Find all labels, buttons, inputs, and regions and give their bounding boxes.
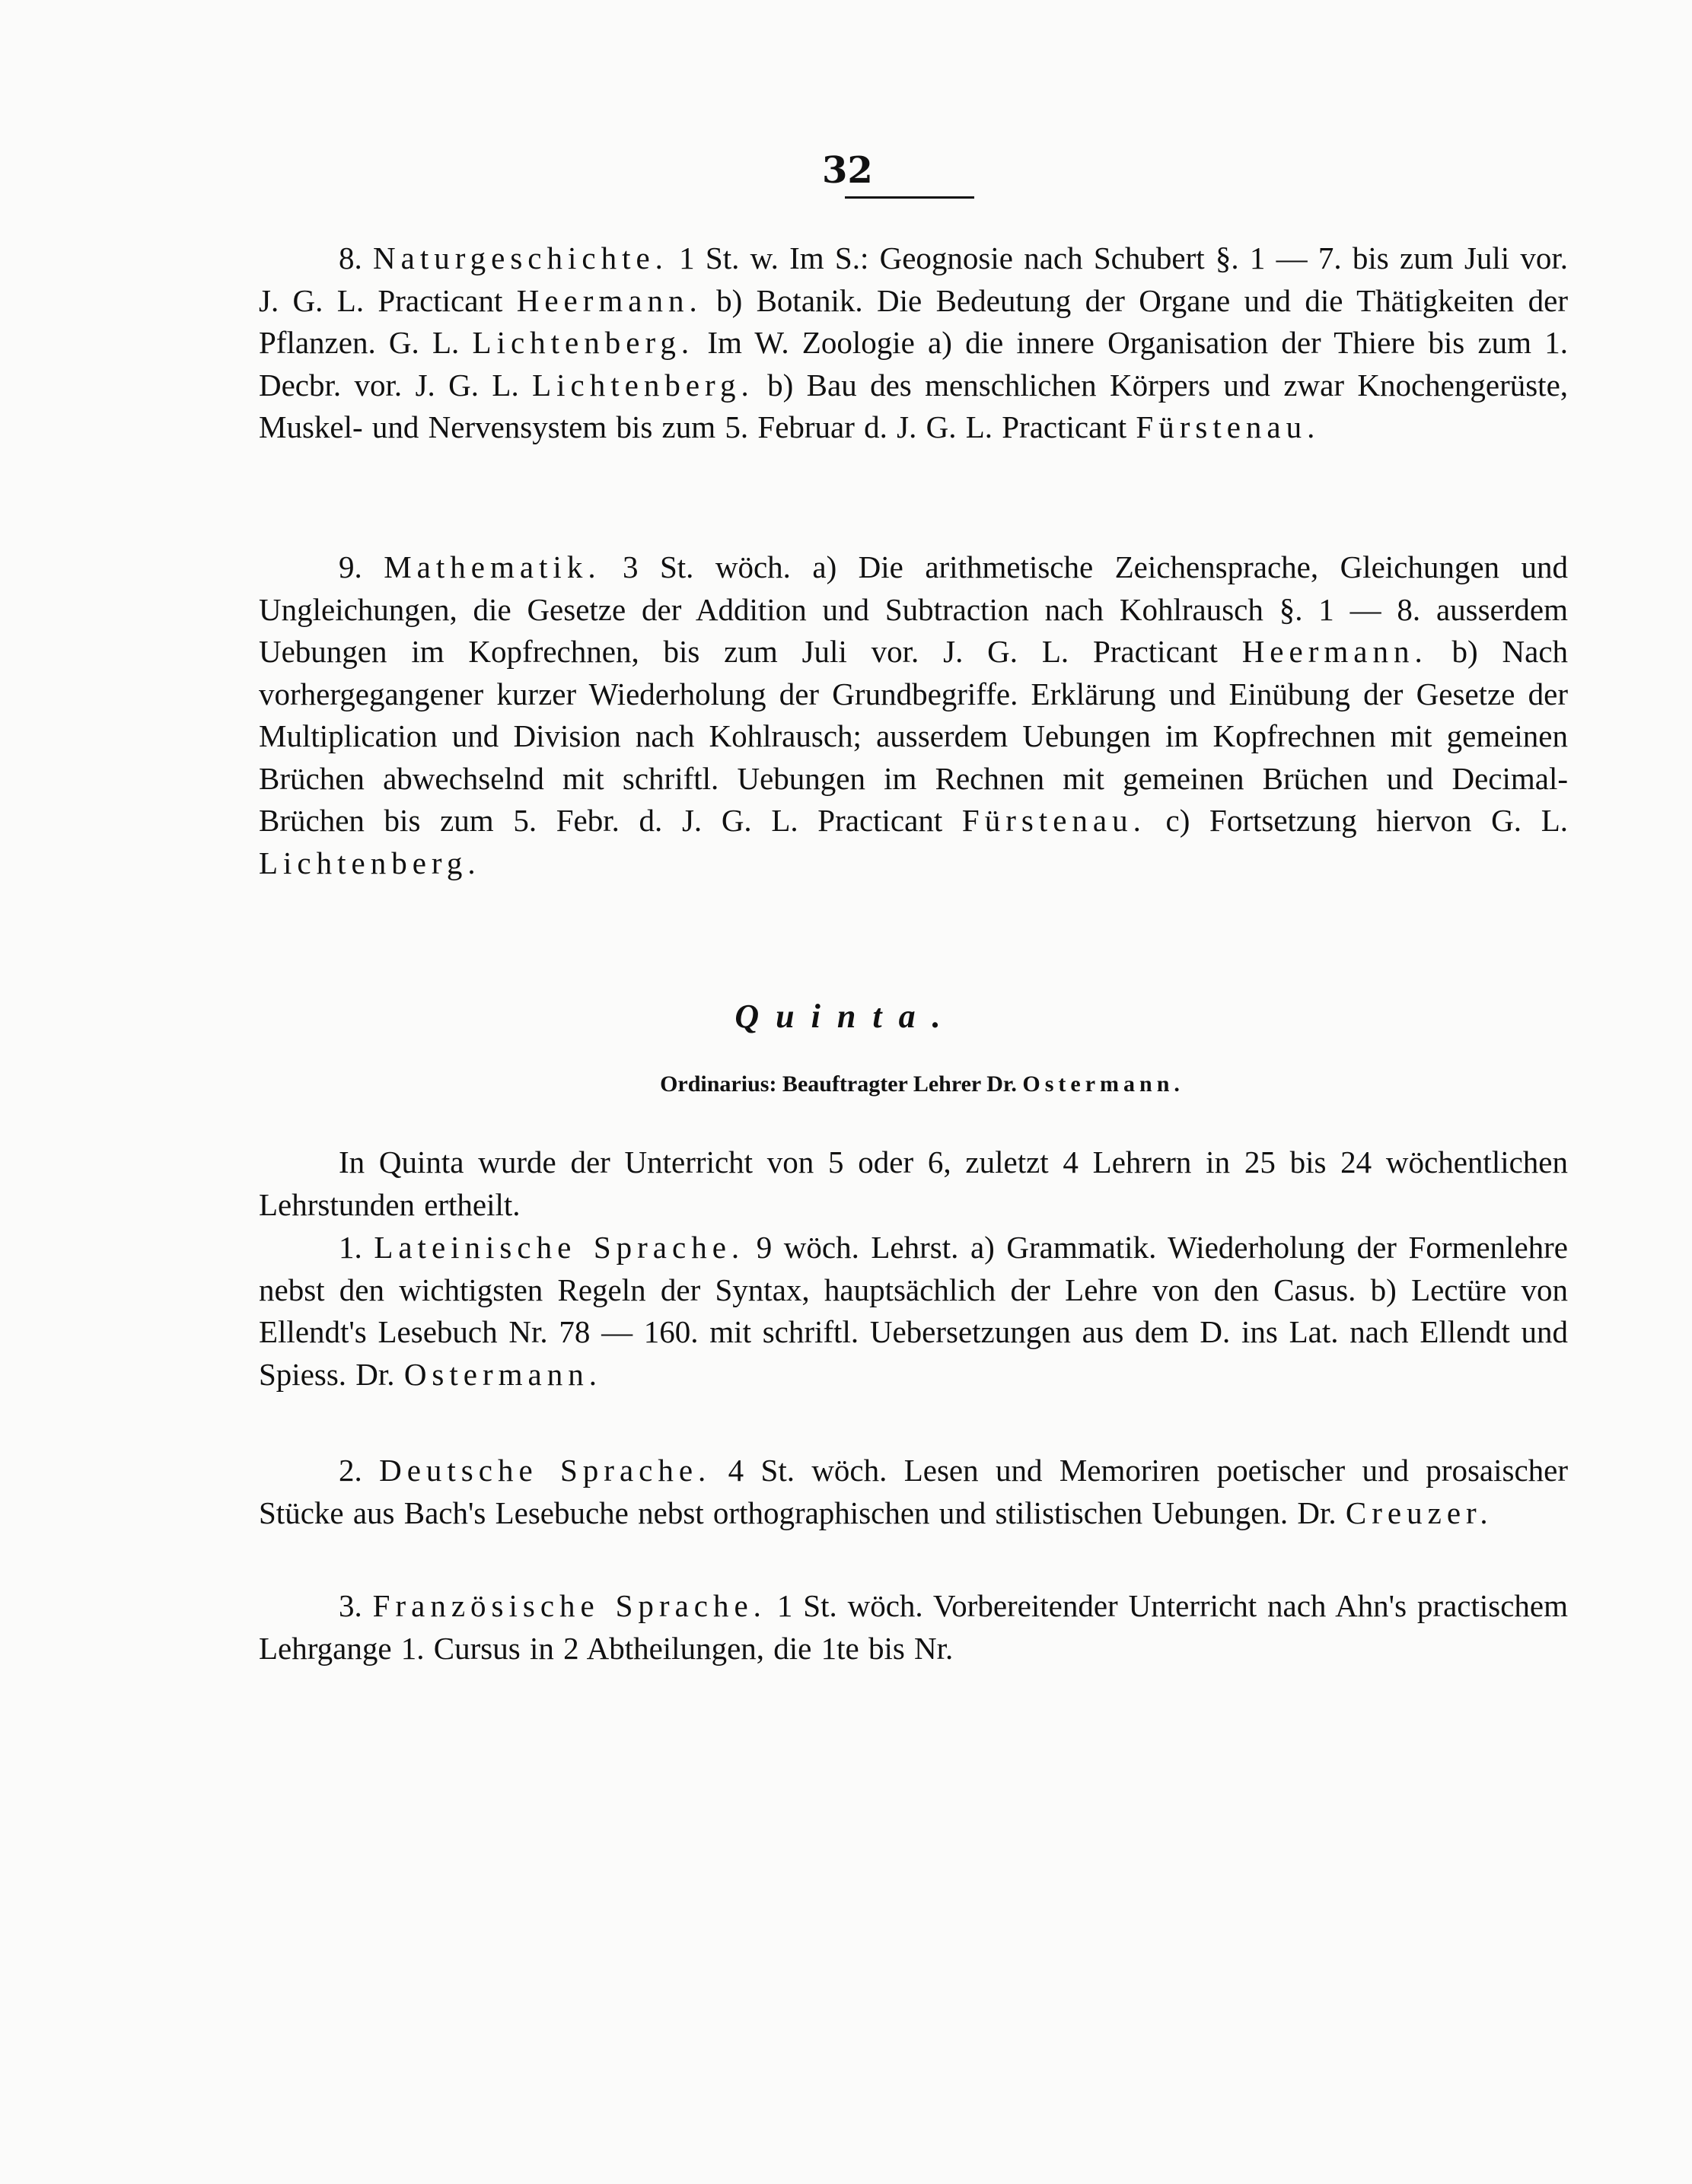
paragraph-naturgeschichte [259,237,1568,449]
section-text: 3 St. wöch. a) Die arithmetische Zeichensprache, Gleichungen und Ungleichungen, die Gesetze der Addition und Subtraction nach Kohlrausch §. 1 — 8. ausserdem Uebungen im Kopfrechnen, bis zum Juli vor. J. G. L. Practicant [259,549,1569,669]
teacher-name: Lichtenberg. [472,325,695,360]
ordinarius-label: Ordinarius: Beauftragter Lehrer Dr. [660,1071,1017,1097]
paragraph-mathematik [259,546,1568,884]
ordinarius-line [0,1071,1692,1097]
section-text: b) Botanik. Die Bedeutung der Organe und die Thätigkeiten der Pflanzen. G. L. [259,282,1569,360]
section-number: 2. [339,1453,362,1488]
teacher-name: Lichtenberg. [532,367,754,403]
section-text: 1 St. w. Im S.: Geognosie nach Schubert §. 1 — 7. bis zum Juli vor. J. G. L. Practicant [259,240,1569,318]
teacher-name: Heermann. [1241,634,1428,669]
teacher-name: Ostermann. [403,1356,602,1392]
section-number: 1. [339,1230,362,1265]
section-heading-quinta: Quinta. [734,998,958,1035]
section-text: Im W. Zoologie a) die innere Organisation der Thiere bis zum 1. Decbr. vor. J. G. L. [259,325,1569,403]
section-number: 8. [339,240,362,275]
section-title: Naturgeschichte. [373,240,668,275]
section-text: 9 wöch. Lehrst. a) Grammatik. Wiederholung der Formenlehre nebst den wichtigsten Regeln der Syntax, hauptsächlich der Lehre von den Casus. b) Lectüre von Ellendt's Lesebuch Nr. 78 — 160. mit schriftl. Uebersetzungen aus dem D. ins Lat. nach Ellendt und Spiess. Dr. [259,1230,1568,1392]
section-text: 4 St. wöch. Lesen und Memoriren poetischer und prosaischer Stücke aus Bach's Lesebuche nebst orthographischen und stilistischen Uebungen. Dr. [259,1453,1569,1530]
page-number: 32 [822,149,873,192]
section-title: Deutsche Sprache. [379,1453,712,1488]
ordinarius-name: Ostermann. [1022,1071,1184,1097]
teacher-name: Fürstenau. [961,803,1146,838]
paragraph-latein [259,1227,1568,1396]
section-text: b) Nach vorhergegangener kurzer Wiederholung der Grundbegriffe. Erklärung und Einübung der Gesetze der Multiplication und Division nach Kohlrausch; ausserdem Uebungen im Kopfrechnen mit gemeinen Brüchen abwechselnd mit schriftl. Uebungen im Rechnen mit gemeinen Brüchen und Decimal-Brüchen bis zum 5. Febr. d. J. G. L. Practicant [259,634,1569,838]
section-title: Lateinische Sprache. [374,1230,745,1265]
paragraph-quinta-intro: In Quinta wurde der Unterricht von 5 oder 6, zuletzt 4 Lehrern in 25 bis 24 wöchentlichen Lehrstunden ertheilt. [259,1145,1568,1222]
teacher-name: Lichtenberg. [259,845,481,880]
teacher-name: Creuzer. [1345,1495,1493,1530]
paragraph-deutsch [259,1450,1568,1534]
paragraph-franzoesisch [259,1585,1568,1670]
section-text: 1 St. wöch. Vorbereitender Unterricht nach Ahn's practischem Lehrgange 1. Cursus in 2 Abtheilungen, die 1te bis Nr. [259,1588,1569,1666]
page-number-rule [845,196,974,199]
teacher-name: Heermann. [516,282,703,318]
teacher-name: Fürstenau. [1136,409,1321,444]
section-text: b) Bau des menschlichen Körpers und zwar Knochengerüste, Muskel- und Nervensystem bis zum 5. Februar d. J. G. L. Practicant [259,367,1569,444]
section-title: Französische Sprache. [372,1588,766,1623]
section-number: 3. [339,1588,362,1623]
section-number: 9. [339,549,362,584]
section-title: Mathematik. [384,549,601,584]
section-text: c) Fortsetzung hiervon G. L. [1165,803,1569,838]
